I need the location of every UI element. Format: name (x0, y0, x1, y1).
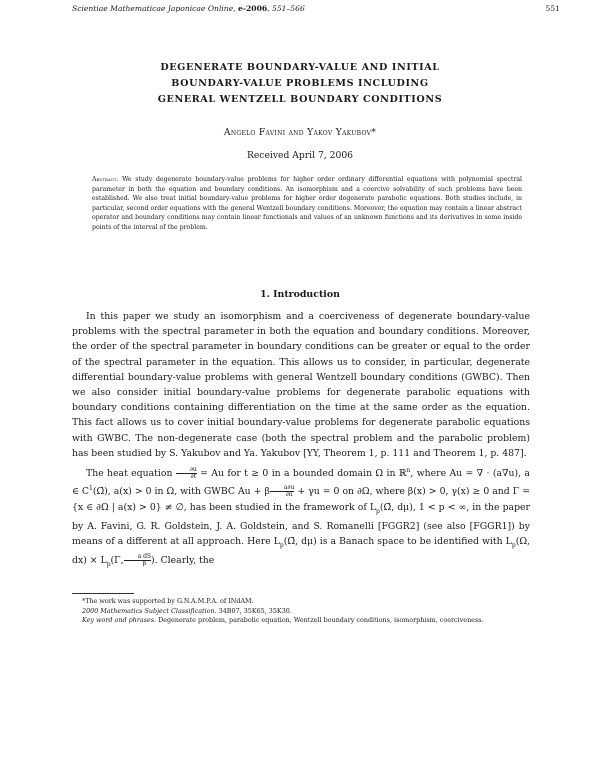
fraction: $\frac{\partial u}{\partial t}$ (176, 467, 197, 480)
footnote: Key word and phrases. Degenerate problem, parabolic equation, Wentzell boundary conditions, isomorphism, coerciveness. (82, 616, 484, 624)
section-number: 1. (260, 289, 270, 300)
page-number: 551 (545, 4, 560, 13)
title-line: BOUNDARY-VALUE PROBLEMS INCLUDING (171, 78, 429, 90)
abstract (92, 175, 522, 232)
abstract-label: Abstract. (92, 176, 119, 183)
paragraph: In this paper we study an isomorphism and a coerciveness of degenerate boundary-value problems with the spectral parameter in both the equation and boundary conditions. Moreover, the order of the spectral parameter in boundary conditions can be greater or equal to the order of the spectral parameter in the equation. This allows us to consider, in particular, degenerate differential boundary-value problems with general Wentzell boundary conditions (GWBC). Then we also consider initial boundary-value problems for degenerate parabolic equations with boundary conditions containing differentiation on the time at the same order as the equation. This fact allows us to cover initial boundary-value problems for degenerate parabolic equations with GWBC. The non-degenerate case (both the spectral problem and the parabolic problem) has been studied by S. Yakubov and Ya. Yakubov [YY, Theorem 1, p. 111 and Theorem 1, p. 487]. (72, 311, 530, 459)
journal-year: e-2006 (238, 4, 268, 13)
received-date: Received April 7, 2006 (246, 150, 354, 161)
journal-name: Scientiae Mathematicae Japonicae Online (72, 4, 234, 13)
journal-citation: Scientiae Mathematicae Japonicae Online, e-2006, 551–566 (72, 4, 305, 13)
footnotes (72, 597, 530, 626)
title-line: DEGENERATE BOUNDARY-VALUE AND INITIAL (160, 62, 440, 73)
fraction: $\frac{a\partial u}{\partial n}$ (270, 485, 295, 498)
running-header (72, 4, 560, 13)
journal-pages: 551–566 (271, 4, 305, 13)
footnote: 2000 Mathematics Subject Classification. 34B07, 35K65, 35K30. (82, 606, 292, 615)
body-text (72, 309, 530, 572)
section-title: Introduction (273, 289, 340, 300)
authors: Angelo Favini and Yakov Yakubov* (223, 127, 377, 138)
title-line: GENERAL WENTZELL BOUNDARY CONDITIONS (157, 94, 443, 106)
section-heading (72, 289, 528, 300)
paper-title (72, 60, 528, 109)
footnote-divider (72, 593, 134, 594)
footnote: *The work was supported by G.N.A.M.P.A. of INdAM. (82, 597, 254, 605)
fraction: $\frac{\text{a dS}}{\beta}$ (124, 554, 151, 567)
paragraph: The heat equation $\frac{\partial u}{\partial t}$ = Au for t ≥ 0 in a bounded domain Ω in ℝ$^n$, where Au = ∇ · (a∇u), a ∈ $C^1(\Omegā)$, a(x) > 0 in Ω, with GWBC Au + β $\frac{a\partial u}{\partial n}$ + γu = 0 on ∂Ω, where β(x) > 0, γ(x) ≥ 0 and Γ = {x ∈ ∂Ω | a(x) > 0} ≠ ∅, has been studied in the framework of $L_p(\Omegā$, dμ), 1 < p < ∞, in the paper by A. Favini, G. R. Goldstein, J. A. Goldstein, and S. Romanelli [FGGR2] (see also [FGGR1]) by means of a different at all approach. Here $L_p(\Omegā$, dμ) is a Banach space to be identified with $L_p(\Omega$, $dx) \times L_p(\Gamma$, $\frac{\text{a dS}}{\beta}$ ). Clearly, the (72, 466, 530, 568)
abstract-text: We study degenerate boundary-value problems for higher order ordinary differential equations with polynomial spectral parameter in both the equation and boundary conditions. An isomorphism and a coercive solvability of such problems have been established. We also treat initial boundary-value problems for higher order degenerate parabolic equations. Both studies include, in particular, second order equations with the general Wentzell boundary conditions. Moreover, the equation may contain a linear abstract operator and boundary conditions may contain linear functionals and values of an unknown functions and its derivatives in some inside points of the interval of the problem. (92, 176, 522, 231)
